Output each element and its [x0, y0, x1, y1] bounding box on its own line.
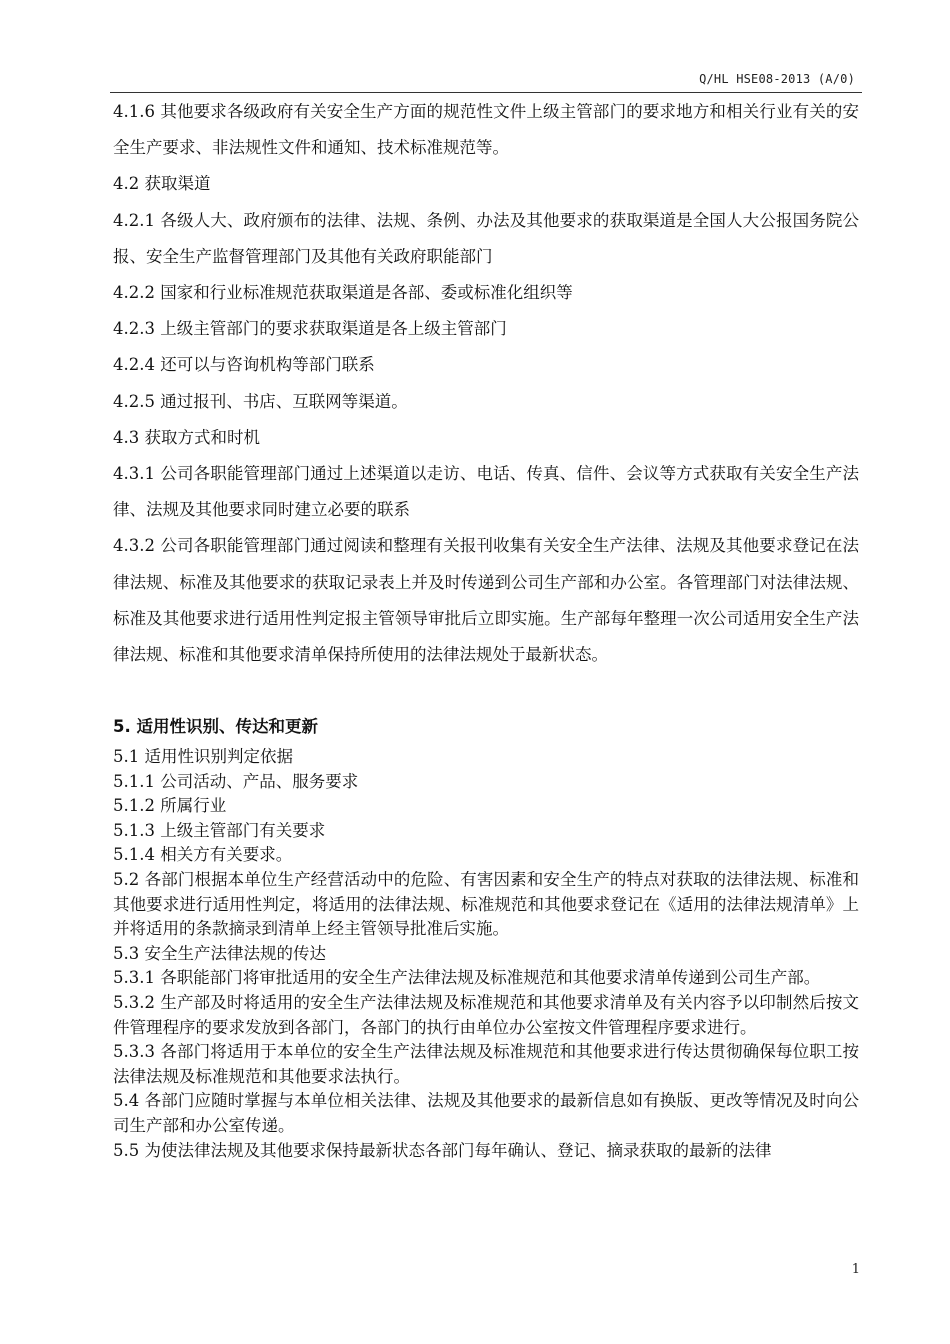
paragraph-5-2: 5.2 各部门根据本单位生产经营活动中的危险、有害因素和安全生产的特点对获取的法律法规、标准和其他要求进行适用性判定，将适用的法律法规、标准规范和其他要求登记在《适用的法律法规清单》上并将适用的条款摘录到清单上经主管领导批准后实施。 [113, 869, 859, 939]
document-code: Q/HL HSE08-2013 (A/0) [699, 72, 855, 86]
paragraph-4-2-2: 4.2.2 国家和行业标准规范获取渠道是各部、委或标准化组织等 [113, 283, 573, 303]
paragraph-5-3-1: 5.3.1 各职能部门将审批适用的安全生产法律法规及标准规范和其他要求清单传递到公司生产部。 [113, 968, 821, 988]
paragraph-5-5: 5.5 为使法律法规及其他要求保持最新状态各部门每年确认、登记、摘录获取的最新的法律 [113, 1140, 772, 1160]
paragraph-4-2-4: 4.2.4 还可以与咨询机构等部门联系 [113, 355, 375, 375]
heading-5-3: 5.3 安全生产法律法规的传达 [113, 943, 326, 963]
paragraph-4-1-6: 4.1.6 其他要求各级政府有关安全生产方面的规范性文件上级主管部门的要求地方和相关行业有关的安全生产要求、非法规性文件和通知、技术标准规范等。 [113, 102, 859, 158]
heading-4-3: 4.3 获取方式和时机 [113, 427, 260, 447]
header-divider [110, 92, 862, 93]
page-number: 1 [851, 1262, 860, 1277]
paragraph-5-1-2: 5.1.2 所属行业 [113, 796, 227, 816]
paragraph-5-1-3: 5.1.3 上级主管部门有关要求 [113, 820, 326, 840]
section-heading-5: 5. 适用性识别、传达和更新 [113, 717, 318, 736]
paragraph-4-2-1: 4.2.1 各级人大、政府颁布的法律、法规、条例、办法及其他要求的获取渠道是全国人大公报国务院公报、安全生产监督管理部门及其他有关政府职能部门 [113, 210, 859, 266]
paragraph-5-3-2: 5.3.2 生产部及时将适用的安全生产法律法规及标准规范和其他要求清单及有关内容予以印制然后按文件管理程序的要求发放到各部门，各部门的执行由单位办公室按文件管理程序要求进行。 [113, 992, 859, 1037]
heading-5-1: 5.1 适用性识别判定依据 [113, 747, 293, 766]
paragraph-5-4: 5.4 各部门应随时掌握与本单位相关法律、法规及其他要求的最新信息如有换版、更改等情况及时向公司生产部和办公室传递。 [113, 1091, 859, 1135]
paragraph-5-1-4: 5.1.4 相关方有关要求。 [113, 845, 293, 865]
body-section-4 [113, 94, 859, 673]
heading-4-2: 4.2 获取渠道 [113, 174, 211, 194]
paragraph-5-3-3: 5.3.3 各部门将适用于本单位的安全生产法律法规及标准规范和其他要求进行传达贯彻确保每位职工按法律法规及标准规范和其他要求法执行。 [113, 1042, 859, 1086]
body-section-5 [113, 745, 859, 1163]
paragraph-4-3-1: 4.3.1 公司各职能管理部门通过上述渠道以走访、电话、传真、信件、会议等方式获取有关安全生产法律、法规及其他要求同时建立必要的联系 [113, 464, 859, 520]
paragraph-4-2-5: 4.2.5 通过报刊、书店、互联网等渠道。 [113, 391, 408, 411]
paragraph-4-2-3: 4.2.3 上级主管部门的要求获取渠道是各上级主管部门 [113, 319, 507, 339]
paragraph-4-3-2: 4.3.2 公司各职能管理部门通过阅读和整理有关报刊收集有关安全生产法律、法规及其他要求登记在法律法规、标准及其他要求的获取记录表上并及时传递到公司生产部和办公室。各管理部门对法律法规、标准及其他要求进行适用性判定报主管领导审批后立即实施。生产部每年整理一次公司适用安全生产法律法规、标准和其他要求清单保持所使用的法律法规处于最新状态。 [113, 536, 859, 665]
paragraph-5-1-1: 5.1.1 公司活动、产品、服务要求 [113, 771, 359, 791]
